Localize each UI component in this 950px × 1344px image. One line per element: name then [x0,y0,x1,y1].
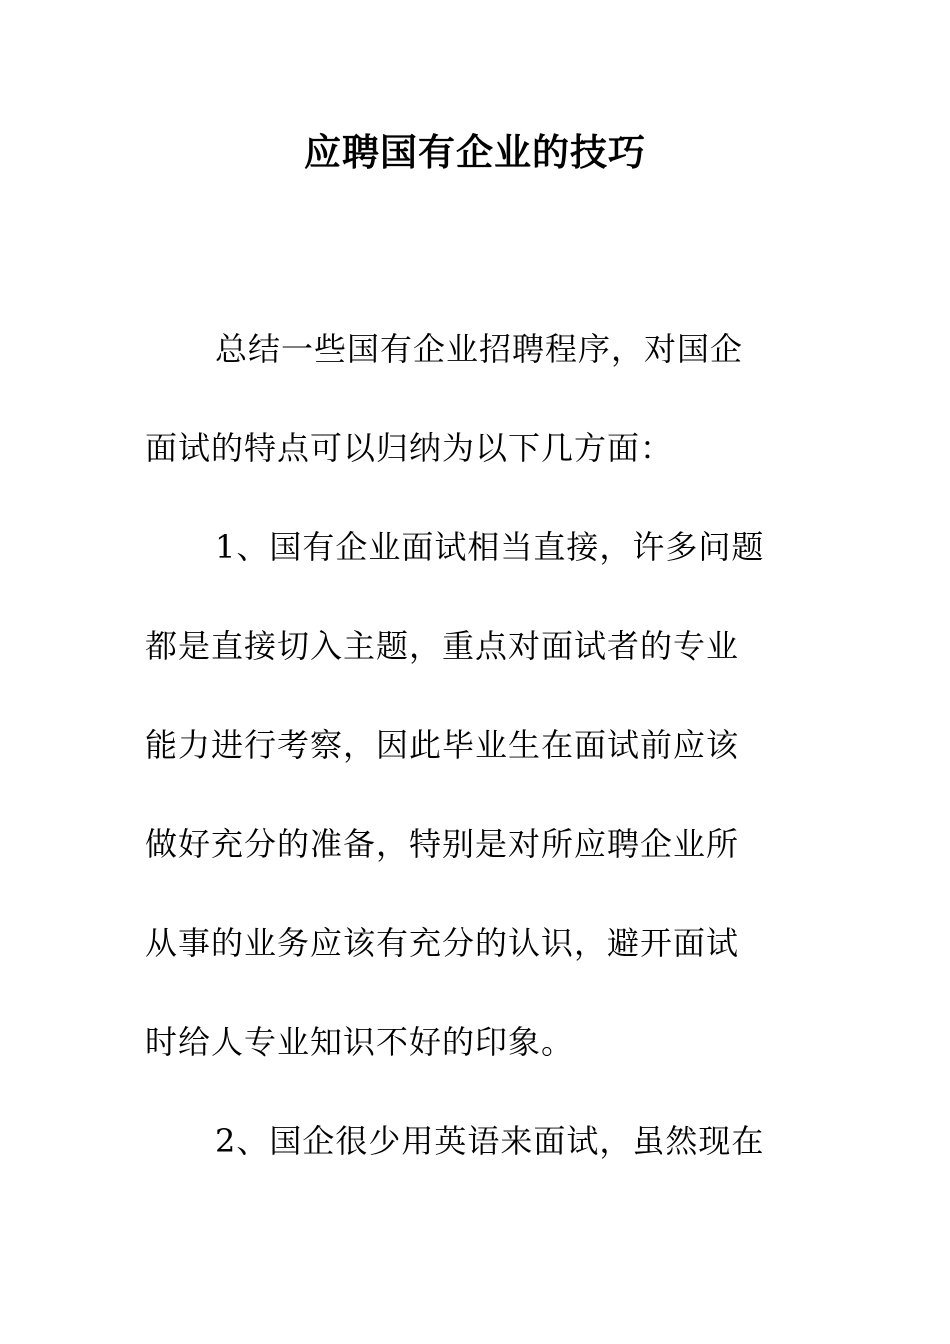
document-body [145,300,795,1191]
body-line: 都是直接切入主题，重点对面试者的专业 [145,627,740,665]
body-line: 能力进行考察，因此毕业生在面试前应该 [145,726,740,764]
body-line: 从事的业务应该有充分的认识，避开面试 [145,924,740,962]
body-line: 1、国有企业面试相当直接，许多问题 [215,528,765,566]
body-line: 做好充分的准备，特别是对所应聘企业所 [145,825,740,863]
body-line: 总结一些国有企业招聘程序，对国企 [215,330,744,368]
document-title: 应聘国有企业的技巧 [304,131,646,174]
body-line: 2、国企很少用英语来面试，虽然现在 [215,1122,765,1160]
body-line: 时给人专业知识不好的印象。 [145,1023,575,1061]
body-line: 面试的特点可以归纳为以下几方面： [145,429,674,467]
